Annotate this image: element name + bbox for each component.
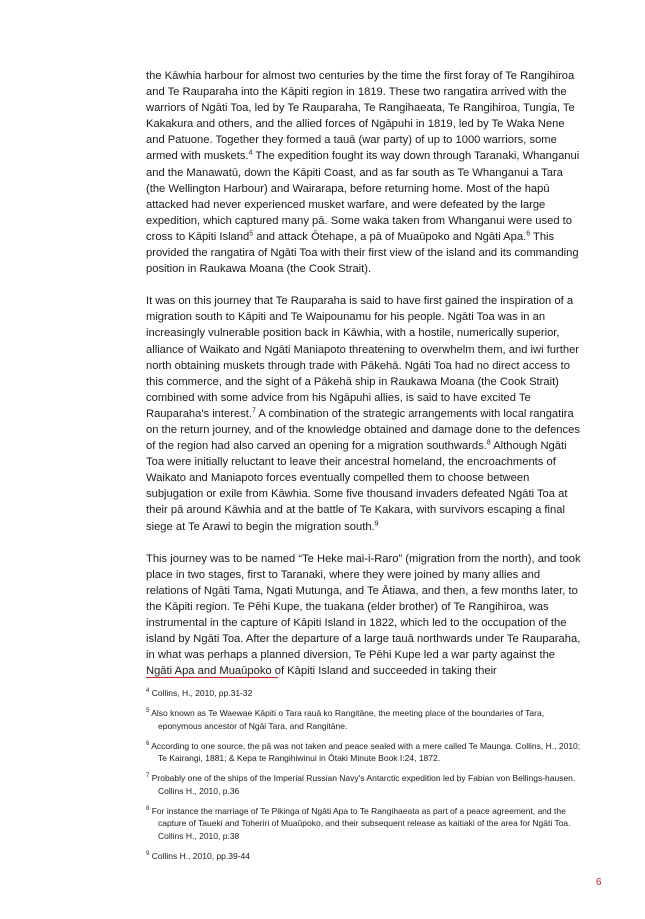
page-number: 6 [596,877,602,888]
paragraph-1: the Kāwhia harbour for almost two centuries by the time the first foray of Te Rangihiroa and Te Rauparaha into the Kāpiti region in 1819. These two rangatira arrived with the warriors of Ngāti Toa, led by Te Rauparaha, Te Rangihaeata, Te Rangihiroa, Tungia, Te Kakakura and others, and the allied forces of Ngāpuhi in 1819, led by Te Waka Nene and Patuone. Together they formed a tauā (war party) of up to 1000 warriors, some armed with muskets.$^4$ The expedition fought its way down through Taranaki, Whanganui and the Manawatū, down the Kāpiti Coast, and as far south as Te Whanganui a Tara (the Wellington Harbour) and Wairarapa, before returning home. Most of the hapū attacked had never experienced musket warfare, and were defeated by the large expedition, which captured many pā. Some waka taken from Whanganui were used to cross to Kāpiti Island$^5$ and attack Ōtehape, a pā of Muaūpoko and Ngāti Apa.$^6$ This provided the rangatira of Ngāti Toa with their first view of the island and its commanding position in Raukawa Moana (the Cook Strait). [146,70,580,276]
footnote-9: $^9$ Collins H., 2010, pp.39-44 [146,850,250,861]
paragraph-2: It was on this journey that Te Rauparaha is said to have first gained the inspiration of a migration south to Kāpiti and Te Waipounamu for his people. Ngāti Toa was in an increasingly vulnerable position back in Kāwhia, with a hostile, numerically superior, alliance of Waikato and Ngāti Maniapoto threatening to overwhelm them, and iwi further north obtaining muskets through trade with Pākehā. Ngāti Toa had no direct access to this commerce, and the sight of a Pākehā ship in Raukawa Moana (the Cook Strait) combined with some advice from his Ngāpuhi allies, is said to have excited Te Rauparaha's interest.$^7$ A combination of the strategic arrangements with local rangatira on the return journey, and of the knowledge obtained and damage done to the defences of the region had also carved an opening for a migration southwards.$^8$ Although Ngāti Toa were initially reluctant to leave their ancestral homeland, the encroachments of Waikato and Maniapoto forces eventually compelled them to choose between subjugation or exile from Kāwhia. Some five thousand invaders defeated Ngāti Toa at their pā around Kāwhia and at the battle of Te Kakara, with survivors escaping a final siege at Te Arawi to begin the migration south.$^9$ [146,295,580,533]
footnote-ref-5[interactable]: 5 [249,230,254,238]
footnote-6: $^6$ According to one source, the pā was not taken and peace sealed with a mere called Te Maunga. Collins, H., 2010; Te Kairangi, 1881; & Kepa te Rangihiwinui in Ōtaki Minute Book I:24, 1872. [146,740,581,764]
footnote-ref-9[interactable]: 9 [374,519,379,527]
footnote-ref-7[interactable]: 7 [252,407,256,415]
footnote-ref-4[interactable]: 4 [248,149,253,157]
footnote-7: $^7$ Probably one of the ships of the Imperial Russian Navy's Antarctic expedition led by Fabian von Bellings-hausen. Collins H., 2010, p.36 [146,773,576,796]
paragraph-3: This journey was to be named “Te Heke mai-i-Raro” (migration from the north), and took place in two stages, first to Taranaki, where they were joined by many allies and relations of Ngāti Tama, Ngati Mutunga, and Te Ātiawa, and then, a few months later, to the Kāpiti region. Te Pēhi Kupe, the tuakana (elder brother) of Te Rangihiroa, was instrumental in the capture of Kāpiti Island in 1822, which led to the occupation of the island by Ngāti Toa. After the departure of a large tauā northwards under Te Rauparaha, in what was perhaps a planned diversion, Te Pēhi Kupe led a war party against the Ngāti Apa and Muaūpoko of Kāpiti Island and succeeded in taking their [146,552,581,678]
footnote-separator [146,677,278,678]
footnote-ref-6[interactable]: 6 [526,230,531,238]
footnote-ref-8[interactable]: 8 [486,439,491,447]
footnote-8: $^8$ For instance the marriage of Te Pikinga of Ngāti Apa to Te Rangihaeata as part of a peace agreement, and the capture of Taueki and Toheriri of Muaūpoko, and their subsequent release as kaitiaki of the area for Ngāti Toa. Collins H., 2010, p.38 [146,806,571,841]
footnote-5: $^5$ Also known as Te Waewae Kāpiti o Tara rauā ko Rangitāne, the meeting place of the boundaries of Tara, eponymous ancestor of Ngāi Tara, and Rangitāne. [146,708,545,731]
body-text [146,68,582,679]
footnote-4: $^4$ Collins, H., 2010, pp.31-32 [146,688,253,698]
footnotes [146,687,582,870]
